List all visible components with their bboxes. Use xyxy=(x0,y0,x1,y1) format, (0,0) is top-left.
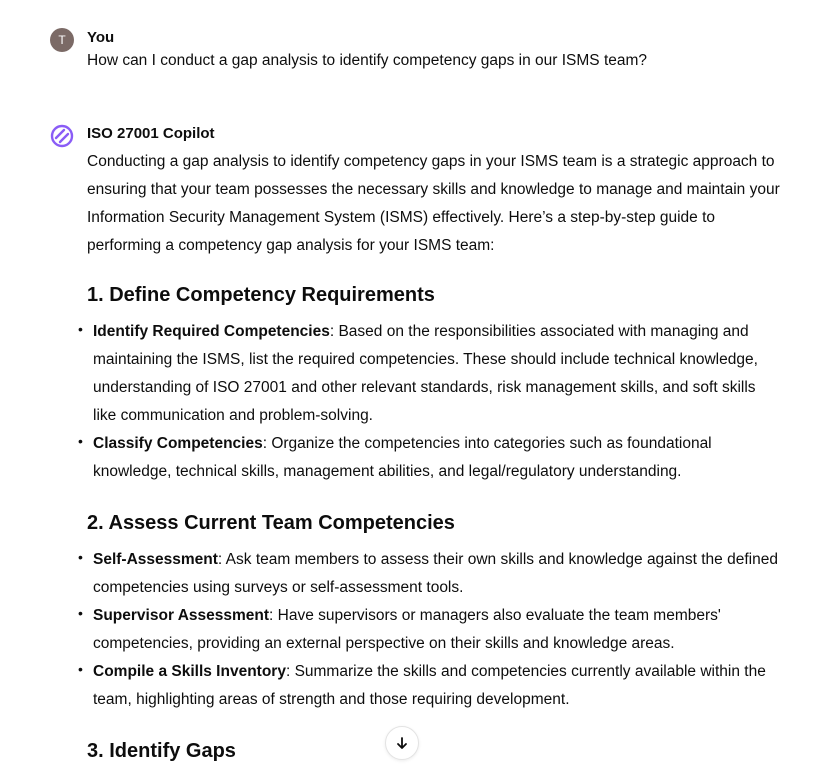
list-item-term: Supervisor Assessment xyxy=(93,607,270,624)
list-item-term: Classify Competencies xyxy=(93,435,263,452)
list-item xyxy=(78,430,778,486)
user-avatar-letter: T xyxy=(58,33,66,47)
section-heading: 3. Identify Gaps xyxy=(87,740,236,762)
list-item-text: : Ask team members to assess their own skills and knowledge against the defined competencies using surveys or self-assessment tools. xyxy=(93,551,778,596)
scroll-to-bottom-button[interactable] xyxy=(385,726,419,760)
list-item-term: Self-Assessment xyxy=(93,551,218,568)
assistant-intro: Conducting a gap analysis to identify competency gaps in your ISMS team is a strategic approach to ensuring that your team possesses the necessary skills and knowledge to manage and maintain your Information Security Management System (ISMS) effectively. Here’s a step-by-step guide to performing a competency gap analysis for your ISMS team: xyxy=(87,153,780,254)
assistant-message xyxy=(50,124,810,773)
user-avatar xyxy=(50,28,74,52)
user-message-text: How can I conduct a gap analysis to identify competency gaps in our ISMS team? xyxy=(87,52,648,69)
list-item-text: : Summarize the skills and competencies currently available within the team, highlighting areas of strength and those requiring development. xyxy=(93,663,766,708)
user-message xyxy=(50,28,810,88)
list-item xyxy=(78,318,778,430)
user-author-name: You xyxy=(87,29,115,46)
list-item xyxy=(78,546,778,602)
section-heading: 1. Define Competency Requirements xyxy=(87,284,435,306)
list-item-term: Compile a Skills Inventory xyxy=(93,663,286,680)
section-list xyxy=(78,546,778,714)
copilot-logo-icon xyxy=(50,124,74,148)
list-item-term: Identify Required Competencies xyxy=(93,323,330,340)
assistant-author-name: ISO 27001 Copilot xyxy=(87,125,215,142)
section-list xyxy=(78,318,778,486)
arrow-down-icon xyxy=(395,736,409,750)
list-item-text: : Have supervisors or managers also evaluate the team members' competencies, providing an external perspective on their skills and knowledge areas. xyxy=(93,607,721,652)
section-heading: 2. Assess Current Team Competencies xyxy=(87,512,455,534)
list-item-text: : Based on the responsibilities associated with managing and maintaining the ISMS, list the required competencies. These should include technical knowledge, understanding of ISO 27001 and other relevant standards, risk management skills, and soft skills like communication and problem-solving. xyxy=(93,323,758,424)
list-item-text: : Organize the competencies into categories such as foundational knowledge, technical skills, management abilities, and legal/regulatory understanding. xyxy=(93,435,712,480)
list-item xyxy=(78,602,778,658)
list-item xyxy=(78,658,778,714)
